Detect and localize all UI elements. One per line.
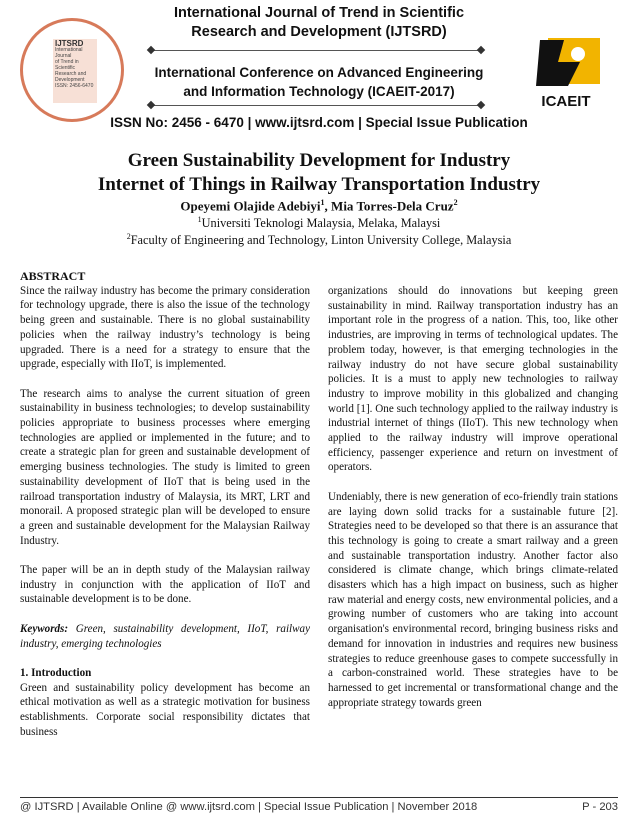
- affil-2-sup: 2: [126, 232, 131, 241]
- affil-2-text: Faculty of Engineering and Technology, Linton University College, Malaysia: [130, 233, 512, 248]
- author-list: [0, 198, 638, 214]
- author-2-sup: 2: [453, 198, 458, 207]
- right-column: [328, 284, 618, 710]
- author-1-sup: 1: [320, 198, 325, 207]
- abstract-paragraph-3: The paper will be an in depth study of the Malaysian railway industry in conjunction with the application of IIoT and sustainable development is to be done.: [20, 564, 310, 606]
- intro-heading: 1. Introduction: [20, 666, 92, 679]
- issn-line: ISSN No: 2456 - 6470 | www.ijtsrd.com | Special Issue Publication: [110, 115, 528, 130]
- title-line2: Internet of Things in Railway Transportation Industry: [97, 174, 541, 195]
- conf-line2: and Information Technology (ICAEIT-2017): [183, 84, 455, 99]
- page-footer: [20, 797, 618, 813]
- affil-1-text: Universiti Teknologi Malaysia, Melaka, Malaysi: [201, 216, 441, 231]
- abstract-paragraph-1: Since the railway industry has become the primary consideration for technology upgrade, there is also the issue of the technology being green and sustainable. There is no global sustainability policies when the railway industry’s technology is being upgraded. There is a need for a strategy to ensure that the upgrade, especially with IIoT, is implemented.: [20, 284, 310, 371]
- seal-line-2: of Trend in Scientific: [55, 59, 79, 71]
- footer-left: @ IJTSRD | Available Online @ www.ijtsrd.com | Special Issue Publication | November 2018: [20, 801, 478, 813]
- seal-line-1: International Journal: [55, 47, 83, 59]
- seal-line-4: Development: [55, 77, 85, 83]
- conf-line1: International Conference on Advanced Engineering: [154, 65, 484, 80]
- right-paragraph-2: Undeniably, there is new generation of eco-friendly train stations are laying down solid tracks for a sustainable future [2]. Strategies need to be developed so that there is an assurance that this technology is going to create a smart railway and a green and sustainable transportation industry. Another factor also considered is climate change, which brings climate-related disasters which has a high impact on business, such as higher raw material and energy costs, new environmental policies, and a growing number of customers who are taking into account organisation's environmental record, bringing business risks and demand for innovation in industries and requires new business strategies to reduce greenhouse gases to compete successfully in a carbon-constrained world. These strategies have to be harnessed to get incremental or transformational change and the appropriate strategy towards green: [328, 490, 618, 709]
- author-2: , Mia Torres-Dela Cruz: [324, 198, 454, 214]
- paper-title: [0, 149, 638, 197]
- rule-diamond-right-2: [477, 101, 485, 109]
- header-rule-top: [152, 50, 482, 51]
- keywords-label: Keywords:: [20, 622, 69, 635]
- abstract-heading: ABSTRACT: [20, 269, 86, 283]
- rule-diamond-right: [477, 46, 485, 54]
- rule-diamond-left-2: [147, 101, 155, 109]
- affiliation-2: [0, 232, 638, 248]
- seal-line-0: IJTSRD: [55, 39, 84, 48]
- keywords-text: Green, sustainability development, IIoT, railway industry, emerging technologies: [20, 622, 310, 650]
- affil-1-sup: 1: [197, 215, 202, 224]
- page-number: P - 203: [582, 801, 618, 813]
- keywords-line: [20, 622, 310, 651]
- conference-title: [0, 63, 638, 101]
- seal-line-3: Research and: [55, 71, 87, 77]
- logo-white-circle: [571, 47, 585, 61]
- journal-line1: International Journal of Trend in Scientific: [173, 5, 465, 21]
- seal-line-5: ISSN: 2456-6470: [55, 83, 94, 89]
- header-rule-bottom: [152, 105, 482, 106]
- right-paragraph-1: organizations should do innovations but keeping green sustainability in mind. Railway transportation industry has an important role in the progress of a nation. This, too, like other industries, are improving in terms of technological updates. The problem today, however, is that emerging technologies in the railway industry do not have secure global sustainability policies. It is a must to apply new technologies to railway industry to improve mobility in this globalized and changing world [1]. One such technology applied to the railway industry is industrial internet of things (IIoT). This new technology when applied to the railway industry will improve operational efficiency, passenger experience and return on investment of operators.: [328, 285, 618, 474]
- author-1: Opeyemi Olajide Adebiyi: [180, 198, 321, 214]
- rule-diamond-left: [147, 46, 155, 54]
- affiliation-1: [0, 215, 638, 231]
- intro-paragraph: Green and sustainability policy development has become an ethical motivation as well as a strategic motivation for business establishments. Corporate social responsibility dictates that business: [20, 681, 310, 738]
- left-column: [20, 269, 310, 739]
- journal-line2: Research and Development (IJTSRD): [191, 24, 447, 40]
- abstract-paragraph-2: The research aims to analyse the current situation of green sustainability in business technologies; to develop sustainability policies appropriate to business processes where emerging technologies are applied or implemented in the future; and to create a strategic plan for green and sustainable development of emerging business technologies. The study is limited to green sustainability development of IIoT that is being used in the railroad transportation industry of Malaysia, its MRT, LRT and monorail. A proposed strategic plan will be developed to ensure a green and sustainable development for the Malaysian Railway Industry.: [20, 387, 310, 547]
- logo-text: ICAEIT: [541, 93, 591, 110]
- title-line1: Green Sustainability Development for Industry: [127, 150, 511, 171]
- journal-title: [0, 4, 638, 42]
